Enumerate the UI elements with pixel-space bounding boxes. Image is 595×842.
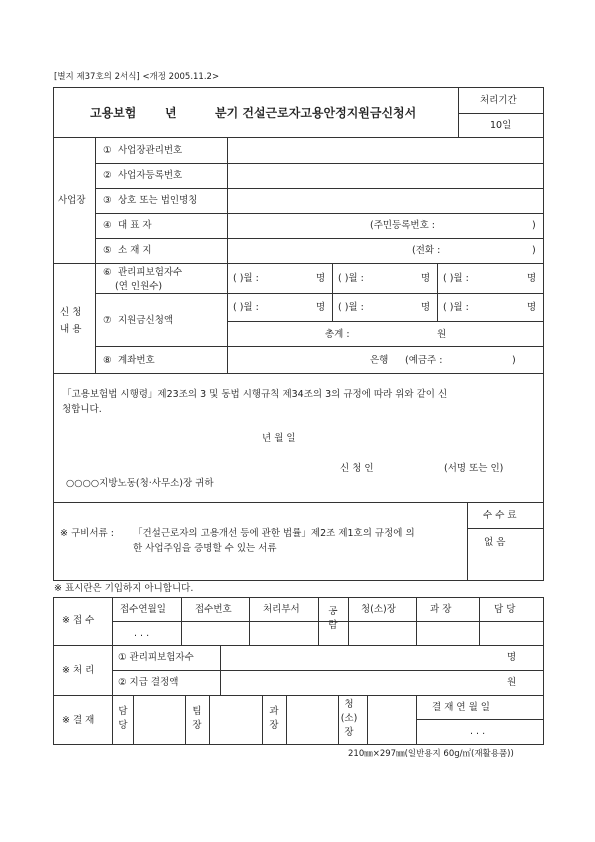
processing-period-value: 10일 <box>490 120 512 131</box>
office-approve-label: ※ 결 재 <box>62 715 95 726</box>
process-unit-person: 명 <box>507 652 517 663</box>
application-section-label-1: 신 청 <box>60 307 82 318</box>
fee-value: 없 음 <box>484 537 506 548</box>
approve-team-leader: 팀 장 <box>192 706 202 731</box>
receipt-no-header: 접수번호 <box>195 604 232 615</box>
insured-month-1-label: ( )월 : <box>233 273 259 284</box>
workplace-id-input[interactable] <box>228 138 543 163</box>
approve-chief: 청 (소) 장 <box>340 699 358 738</box>
processing-period-label: 처리기간 <box>480 95 517 106</box>
documents-label: ※ 구비서류 : <box>60 528 114 539</box>
office-receipt-label: ※ 접 수 <box>62 615 95 626</box>
company-name-input[interactable] <box>228 189 543 213</box>
paper-spec-footer: 210㎜×297㎜(일반용지 60g/㎡(재활용품)) <box>348 749 514 759</box>
business-reg-no-input[interactable] <box>228 164 543 188</box>
approve-staff: 담 당 <box>118 706 128 731</box>
amount-month-1-label: ( )월 : <box>233 302 259 313</box>
account-holder-close: ) <box>512 355 516 366</box>
field-no-1: ① <box>103 145 112 156</box>
fee-label: 수 수 료 <box>483 510 517 521</box>
field-no-7: ⑦ <box>103 315 112 326</box>
office-process-label: ※ 처 리 <box>62 665 95 676</box>
field-label-workplace-id: 사업장관리번호 <box>118 145 183 156</box>
field-no-3: ③ <box>103 195 112 206</box>
bank-label: 은행 <box>370 355 389 366</box>
documents-text-2: 한 사업주임을 증명할 수 있는 서류 <box>133 543 277 554</box>
form-header-note: [별지 제37호의 2서식] <개정 2005.11.2> <box>54 72 220 82</box>
workplace-section-label: 사업장 <box>58 195 86 206</box>
receipt-date-dots: . . . <box>134 628 150 639</box>
receipt-date-header: 접수연월일 <box>120 604 166 615</box>
process-insured-count: ① 관리피보험자수 <box>118 652 194 663</box>
insured-month-1-unit: 명 <box>316 273 326 284</box>
applicant-label: 신 청 인 <box>340 463 374 474</box>
phone-label: (전화 : <box>412 245 441 256</box>
total-label: 총계 : <box>325 329 350 340</box>
field-no-4: ④ <box>103 220 112 231</box>
field-label-account-no: 계좌번호 <box>118 355 155 366</box>
field-label-support-amount: 지원금신청액 <box>118 315 174 326</box>
amount-month-2-unit: 명 <box>421 302 431 313</box>
signature-label: (서명 또는 인) <box>444 463 504 474</box>
field-no-2: ② <box>103 170 112 181</box>
insured-month-2-unit: 명 <box>421 273 431 284</box>
address-input[interactable] <box>228 239 543 263</box>
field-no-5: ⑤ <box>103 245 112 256</box>
form-title-year-unit: 년 <box>165 106 177 120</box>
resident-no-close: ) <box>532 220 536 231</box>
field-label-representative: 대 표 자 <box>118 220 152 231</box>
form-title: 분기 건설근로자고용안정지원금신청서 <box>215 106 417 120</box>
amount-month-3-unit: 명 <box>527 302 537 313</box>
account-holder-label: (예금주 : <box>405 355 443 366</box>
form-title-prefix: 고용보험 <box>90 106 137 120</box>
field-label-business-reg-no: 사업자등록번호 <box>118 170 183 181</box>
office-notice: ※ 표시란은 기입하지 아니합니다. <box>54 583 194 594</box>
approve-date-header: 결 재 연 월 일 <box>432 702 490 713</box>
field-label-address: 소 재 지 <box>118 245 152 256</box>
phone-close: ) <box>532 245 536 256</box>
approve-section-chief: 과 장 <box>269 706 279 731</box>
statement-text-2: 청합니다. <box>62 404 102 415</box>
statement-date: 년 월 일 <box>262 433 296 444</box>
section-chief-header: 과 장 <box>430 604 452 615</box>
amount-month-1-unit: 명 <box>316 302 326 313</box>
documents-text-1: 「건설근로자의 고용개선 등에 관한 법률」제2조 제1호의 규정에 의 <box>133 528 415 539</box>
field-label-company-name: 상호 또는 법인명칭 <box>118 195 198 206</box>
total-unit: 원 <box>437 329 447 340</box>
field-no-6: ⑥ <box>103 267 112 278</box>
approve-date-dots: . . . <box>470 726 486 737</box>
field-no-8: ⑧ <box>103 355 112 366</box>
insured-month-3-label: ( )월 : <box>443 273 469 284</box>
field-sublabel-annual-count: (연 인원수) <box>115 281 163 292</box>
resident-no-label: (주민등록번호 : <box>370 220 435 231</box>
statement-text-1: 「고용보험법 시행령」제23조의 3 및 동법 시행규칙 제34조의 3의 규정에 따라 위와 같이 신 <box>62 389 448 400</box>
staff-header: 담 당 <box>494 604 516 615</box>
chief-header: 청(소)장 <box>361 604 396 615</box>
application-section-label-2: 내 용 <box>60 324 82 335</box>
amount-month-3-label: ( )월 : <box>443 302 469 313</box>
insured-month-2-label: ( )월 : <box>338 273 364 284</box>
insured-month-3-unit: 명 <box>527 273 537 284</box>
field-label-insured-count: 관리피보험자수 <box>118 267 183 278</box>
dept-header: 처리부서 <box>263 604 300 615</box>
review-header: 공 람 <box>328 606 338 631</box>
addressee: ○○○○지방노동(청·사무소)장 귀하 <box>66 478 214 489</box>
amount-month-2-label: ( )월 : <box>338 302 364 313</box>
process-unit-won: 원 <box>507 677 517 688</box>
process-decided-amount: ② 지급 결정액 <box>118 677 179 688</box>
